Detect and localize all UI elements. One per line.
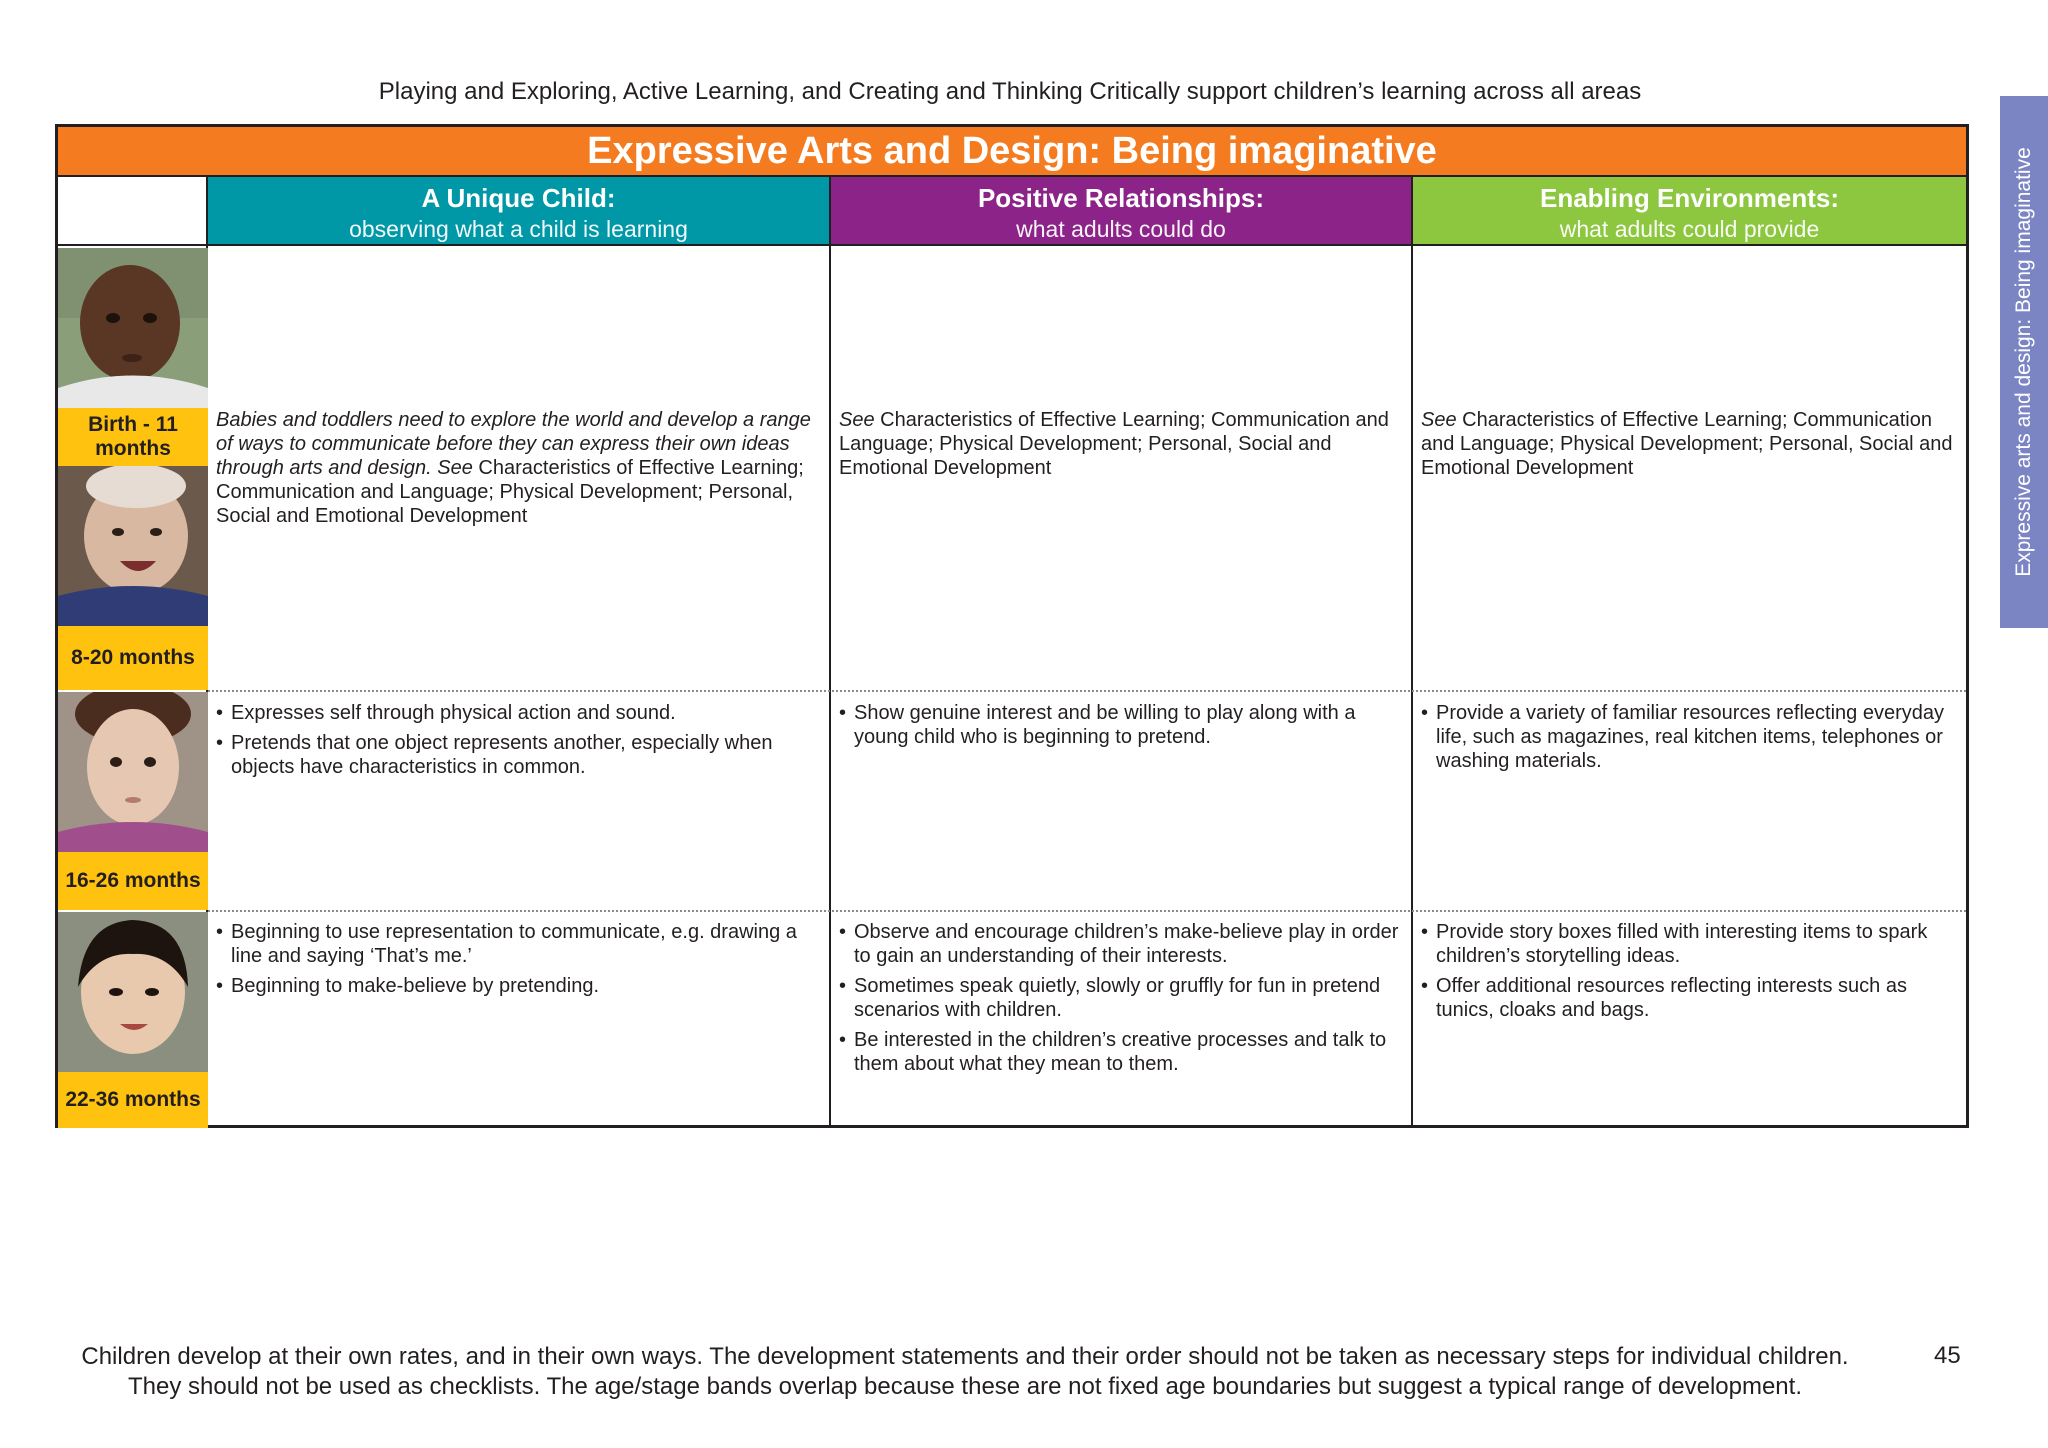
header-blank — [58, 177, 208, 246]
column-title: Positive Relationships: — [977, 183, 1265, 213]
age-band-birth-11: Birth - 11 months — [58, 408, 208, 466]
see-label: See — [1421, 409, 1457, 431]
column-subtitle: what adults could do — [1016, 216, 1226, 242]
column-header-positive-relationships — [831, 177, 1413, 246]
list-item: • Offer additional resources reflecting interests such as tunics, cloaks and bags. — [1421, 974, 1958, 1022]
list-item: • Beginning to make-believe by pretending. — [216, 974, 821, 998]
column-title: A Unique Child: — [421, 183, 616, 213]
cell-unique-child-row1 — [208, 408, 829, 528]
list-item: • Beginning to use representation to communicate, e.g. drawing a line and saying ‘That’s me.’ — [216, 920, 821, 968]
cell-relationships-row1 — [831, 408, 1411, 480]
list-item: • Observe and encourage children’s make-believe play in order to gain an understanding of their interests. — [839, 920, 1403, 968]
cell-relationships-row2 — [831, 701, 1411, 755]
italic-text: Babies and toddlers need to explore the world and develop a range of ways to communicate before they can express their own ideas through arts and design. See — [216, 409, 811, 479]
cell-relationships-row3 — [831, 920, 1411, 1082]
reference-text: Characteristics of Effective Learning; Communication and Language; Physical Development; Personal, Social and Emotional Development — [216, 457, 804, 527]
list-item: • Sometimes speak quietly, slowly or gruffly for fun in pretend scenarios with children. — [839, 974, 1403, 1022]
development-table — [55, 124, 1969, 1128]
footer-note — [0, 1342, 1930, 1402]
table-title: Expressive Arts and Design: Being imaginative — [58, 127, 1966, 177]
page-number: 45 — [1934, 1342, 1961, 1369]
column-header-enabling-environments — [1413, 177, 1966, 246]
cell-unique-child-row2 — [208, 701, 829, 785]
age-band-22-36: 22-36 months — [58, 1072, 208, 1128]
cell-environments-row3 — [1413, 920, 1966, 1028]
column-title: Enabling Environments: — [1539, 183, 1840, 213]
row-separator — [208, 910, 1966, 912]
column-subtitle: observing what a child is learning — [349, 216, 688, 242]
list-item: • Provide story boxes filled with interesting items to spark children’s storytelling ideas. — [1421, 920, 1958, 968]
age-band-8-20: 8-20 months — [58, 626, 208, 690]
side-tab-label: Expressive arts and design: Being imaginative — [2012, 147, 2036, 577]
row-separator — [208, 690, 1966, 692]
footer-line: Children develop at their own rates, and in their own ways. The development statements and their order should not be taken as necessary steps for individual children. — [81, 1343, 1849, 1370]
see-label: See — [839, 409, 875, 431]
cell-unique-child-row3 — [208, 920, 829, 1004]
list-item: • Expresses self through physical action and sound. — [216, 701, 821, 725]
baby-photo — [58, 912, 208, 1072]
list-item: • Be interested in the children’s creative processes and talk to them about what they mean to them. — [839, 1028, 1403, 1076]
footer-line: They should not be used as checklists. The age/stage bands overlap because these are not fixed age boundaries but suggest a typical range of development. — [128, 1373, 1802, 1400]
cell-environments-row1 — [1413, 408, 1966, 480]
side-tab[interactable] — [2000, 96, 2048, 628]
baby-photo — [58, 692, 208, 852]
reference-text: Characteristics of Effective Learning; Communication and Language; Physical Development; Personal, Social and Emotional Development — [839, 409, 1389, 479]
age-band-16-26: 16-26 months — [58, 852, 208, 910]
top-caption: Playing and Exploring, Active Learning, and Creating and Thinking Critically support children’s learning across all areas — [378, 78, 1642, 105]
baby-photo — [58, 248, 208, 408]
column-subtitle: what adults could provide — [1559, 216, 1820, 242]
column-header-unique-child — [208, 177, 831, 246]
cell-environments-row2 — [1413, 701, 1966, 779]
baby-photo — [58, 466, 208, 626]
list-item: • Provide a variety of familiar resources reflecting everyday life, such as magazines, real kitchen items, telephones or washing materials. — [1421, 701, 1958, 773]
reference-text: Characteristics of Effective Learning; Communication and Language; Physical Development; Personal, Social and Emotional Development — [1421, 409, 1953, 479]
list-item: • Pretends that one object represents another, especially when objects have characteristics in common. — [216, 731, 821, 779]
list-item: • Show genuine interest and be willing to play along with a young child who is beginning to pretend. — [839, 701, 1403, 749]
